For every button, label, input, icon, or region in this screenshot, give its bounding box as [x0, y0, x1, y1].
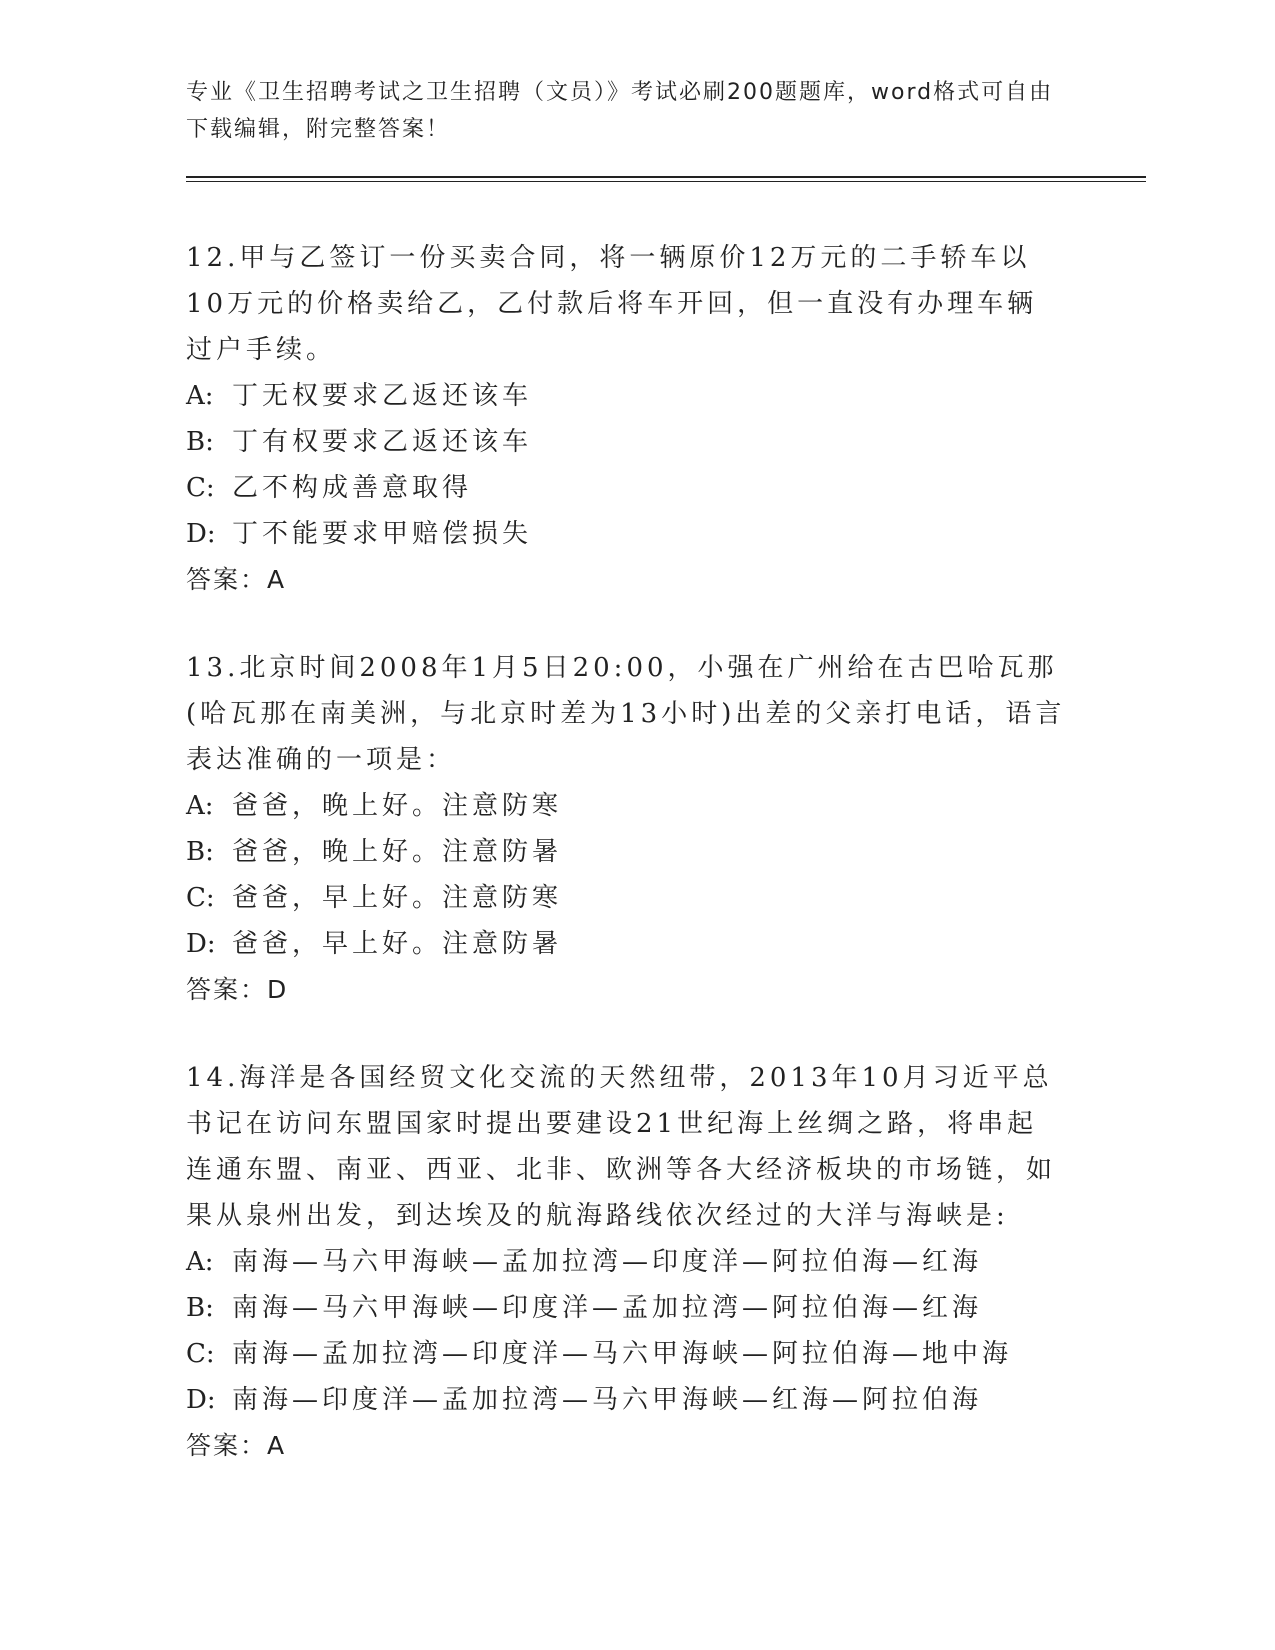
- option-letter: A:: [186, 381, 214, 411]
- option-text: 南海—马六甲海峡—印度洋—孟加拉湾—阿拉伯海—红海: [232, 1293, 983, 1323]
- option-text: 丁无权要求乙返还该车: [232, 381, 533, 411]
- option-text: 乙不构成善意取得: [232, 473, 473, 503]
- answer: 答案：A: [186, 565, 287, 594]
- header-rule-thick: [186, 176, 1146, 178]
- option-d: [186, 511, 1066, 557]
- question-12: [186, 235, 1066, 603]
- document-header: 专业《卫生招聘考试之卫生招聘（文员）》考试必刷200题题库，word格式可自由下载编辑，附完整答案！: [186, 80, 1054, 142]
- option-b: [186, 829, 1066, 875]
- option-text: 爸爸，早上好。注意防暑: [232, 929, 563, 959]
- option-d: [186, 1377, 1066, 1423]
- option-letter: A:: [186, 791, 214, 821]
- question-14: [186, 1055, 1066, 1469]
- option-c: [186, 875, 1066, 921]
- option-letter: C:: [186, 473, 215, 503]
- option-a: [186, 783, 1066, 829]
- option-c: [186, 465, 1066, 511]
- option-text: 爸爸，晚上好。注意防寒: [232, 791, 563, 821]
- option-text: 南海—孟加拉湾—印度洋—马六甲海峡—阿拉伯海—地中海: [232, 1339, 1013, 1369]
- option-text: 丁有权要求乙返还该车: [232, 427, 533, 457]
- option-b: [186, 419, 1066, 465]
- option-letter: D:: [186, 1385, 216, 1415]
- question-stem: 13.北京时间2008年1月5日20:00，小强在广州给在古巴哈瓦那(哈瓦那在南美洲，与北京时差为13小时)出差的父亲打电话，语言表达准确的一项是：: [186, 653, 1066, 775]
- question-stem: 12.甲与乙签订一份买卖合同，将一辆原价12万元的二手轿车以10万元的价格卖给乙，乙付款后将车开回，但一直没有办理车辆过户手续。: [186, 243, 1038, 365]
- option-text: 爸爸，晚上好。注意防暑: [232, 837, 563, 867]
- option-text: 爸爸，早上好。注意防寒: [232, 883, 563, 913]
- option-d: [186, 921, 1066, 967]
- option-a: [186, 1239, 1066, 1285]
- option-b: [186, 1285, 1066, 1331]
- option-letter: C:: [186, 1339, 215, 1369]
- option-letter: B:: [186, 1293, 214, 1323]
- answer: 答案：A: [186, 1431, 287, 1460]
- option-letter: D:: [186, 519, 216, 549]
- question-stem: 14.海洋是各国经贸文化交流的天然纽带，2013年10月习近平总书记在访问东盟国家时提出要建设21世纪海上丝绸之路，将串起连通东盟、南亚、西亚、北非、欧洲等各大经济板块的市场链，如果从泉州出发，到达埃及的航海路线依次经过的大洋与海峡是:: [186, 1063, 1057, 1231]
- option-letter: D:: [186, 929, 216, 959]
- option-letter: A:: [186, 1247, 214, 1277]
- header-rule-thin: [186, 181, 1146, 182]
- option-text: 丁不能要求甲赔偿损失: [232, 519, 533, 549]
- option-letter: B:: [186, 427, 214, 457]
- option-a: [186, 373, 1066, 419]
- answer: 答案：D: [186, 975, 289, 1004]
- question-13: [186, 645, 1066, 1013]
- option-text: 南海—马六甲海峡—孟加拉湾—印度洋—阿拉伯海—红海: [232, 1247, 983, 1277]
- option-c: [186, 1331, 1066, 1377]
- option-text: 南海—印度洋—孟加拉湾—马六甲海峡—红海—阿拉伯海: [232, 1385, 983, 1415]
- option-letter: C:: [186, 883, 215, 913]
- option-letter: B:: [186, 837, 214, 867]
